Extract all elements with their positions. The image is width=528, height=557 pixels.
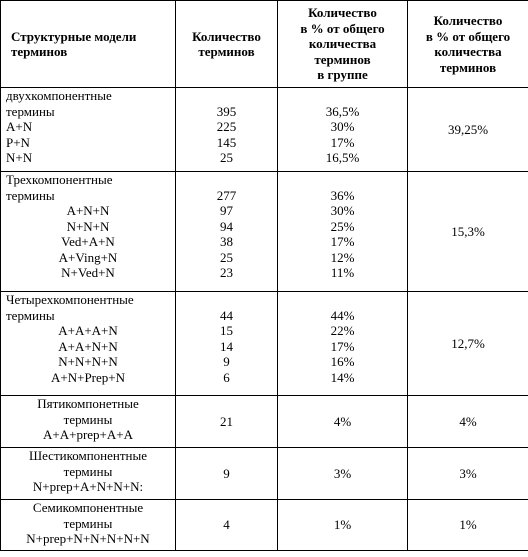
group-row-seven-component (1, 500, 528, 551)
group-count-cell: 4 (176, 500, 278, 551)
group-models-cell: Трехкомпонентные термины A+N+N N+N+N Ved+A+N A+Ving+N N+Ved+N (1, 172, 176, 292)
header-row (1, 1, 528, 88)
group-total-pct-cell: 12,7% (408, 292, 528, 396)
header-pct-total: Количество в % от общего количества терминов (408, 1, 528, 88)
group-total-pct-cell: 1% (408, 500, 528, 551)
group-models-cell: Четырехкомпонентные термины A+A+A+N A+A+N+N N+N+N+N A+N+Prep+N (1, 292, 176, 396)
group-row-two-component (1, 88, 528, 172)
group-pct-cell: 36% 30% 25% 17% 12% 11% (278, 172, 408, 292)
group-pct-cell: 4% (278, 396, 408, 448)
group-total-pct-cell: 15,3% (408, 172, 528, 292)
group-total-pct-cell: 4% (408, 396, 528, 448)
group-models-cell: Шестикомпонентные термины N+prep+A+N+N+N: (1, 448, 176, 500)
group-count-cell: 277 97 94 38 25 23 (176, 172, 278, 292)
group-total-pct-cell: 39,25% (408, 88, 528, 172)
header-models: Структурные модели терминов (1, 1, 176, 88)
group-models-cell: Семикомпонентные термины N+prep+N+N+N+N+N (1, 500, 176, 551)
group-total-pct-cell: 3% (408, 448, 528, 500)
group-count-cell: 21 (176, 396, 278, 448)
group-row-three-component (1, 172, 528, 292)
group-count-cell: 395 225 145 25 (176, 88, 278, 172)
group-row-four-component (1, 292, 528, 396)
group-row-six-component (1, 448, 528, 500)
group-count-cell: 44 15 14 9 6 (176, 292, 278, 396)
group-count-cell: 9 (176, 448, 278, 500)
group-row-five-component (1, 396, 528, 448)
header-count: Количество терминов (176, 1, 278, 88)
group-models-cell: двухкомпонентные термины A+N P+N N+N (1, 88, 176, 172)
group-pct-cell: 36,5% 30% 17% 16,5% (278, 88, 408, 172)
group-pct-cell: 3% (278, 448, 408, 500)
group-models-cell: Пятикомпонетные термины A+A+prep+A+A (1, 396, 176, 448)
header-pct-group: Количество в % от общего количества терминов в группе (278, 1, 408, 88)
group-pct-cell: 44% 22% 17% 16% 14% (278, 292, 408, 396)
group-pct-cell: 1% (278, 500, 408, 551)
